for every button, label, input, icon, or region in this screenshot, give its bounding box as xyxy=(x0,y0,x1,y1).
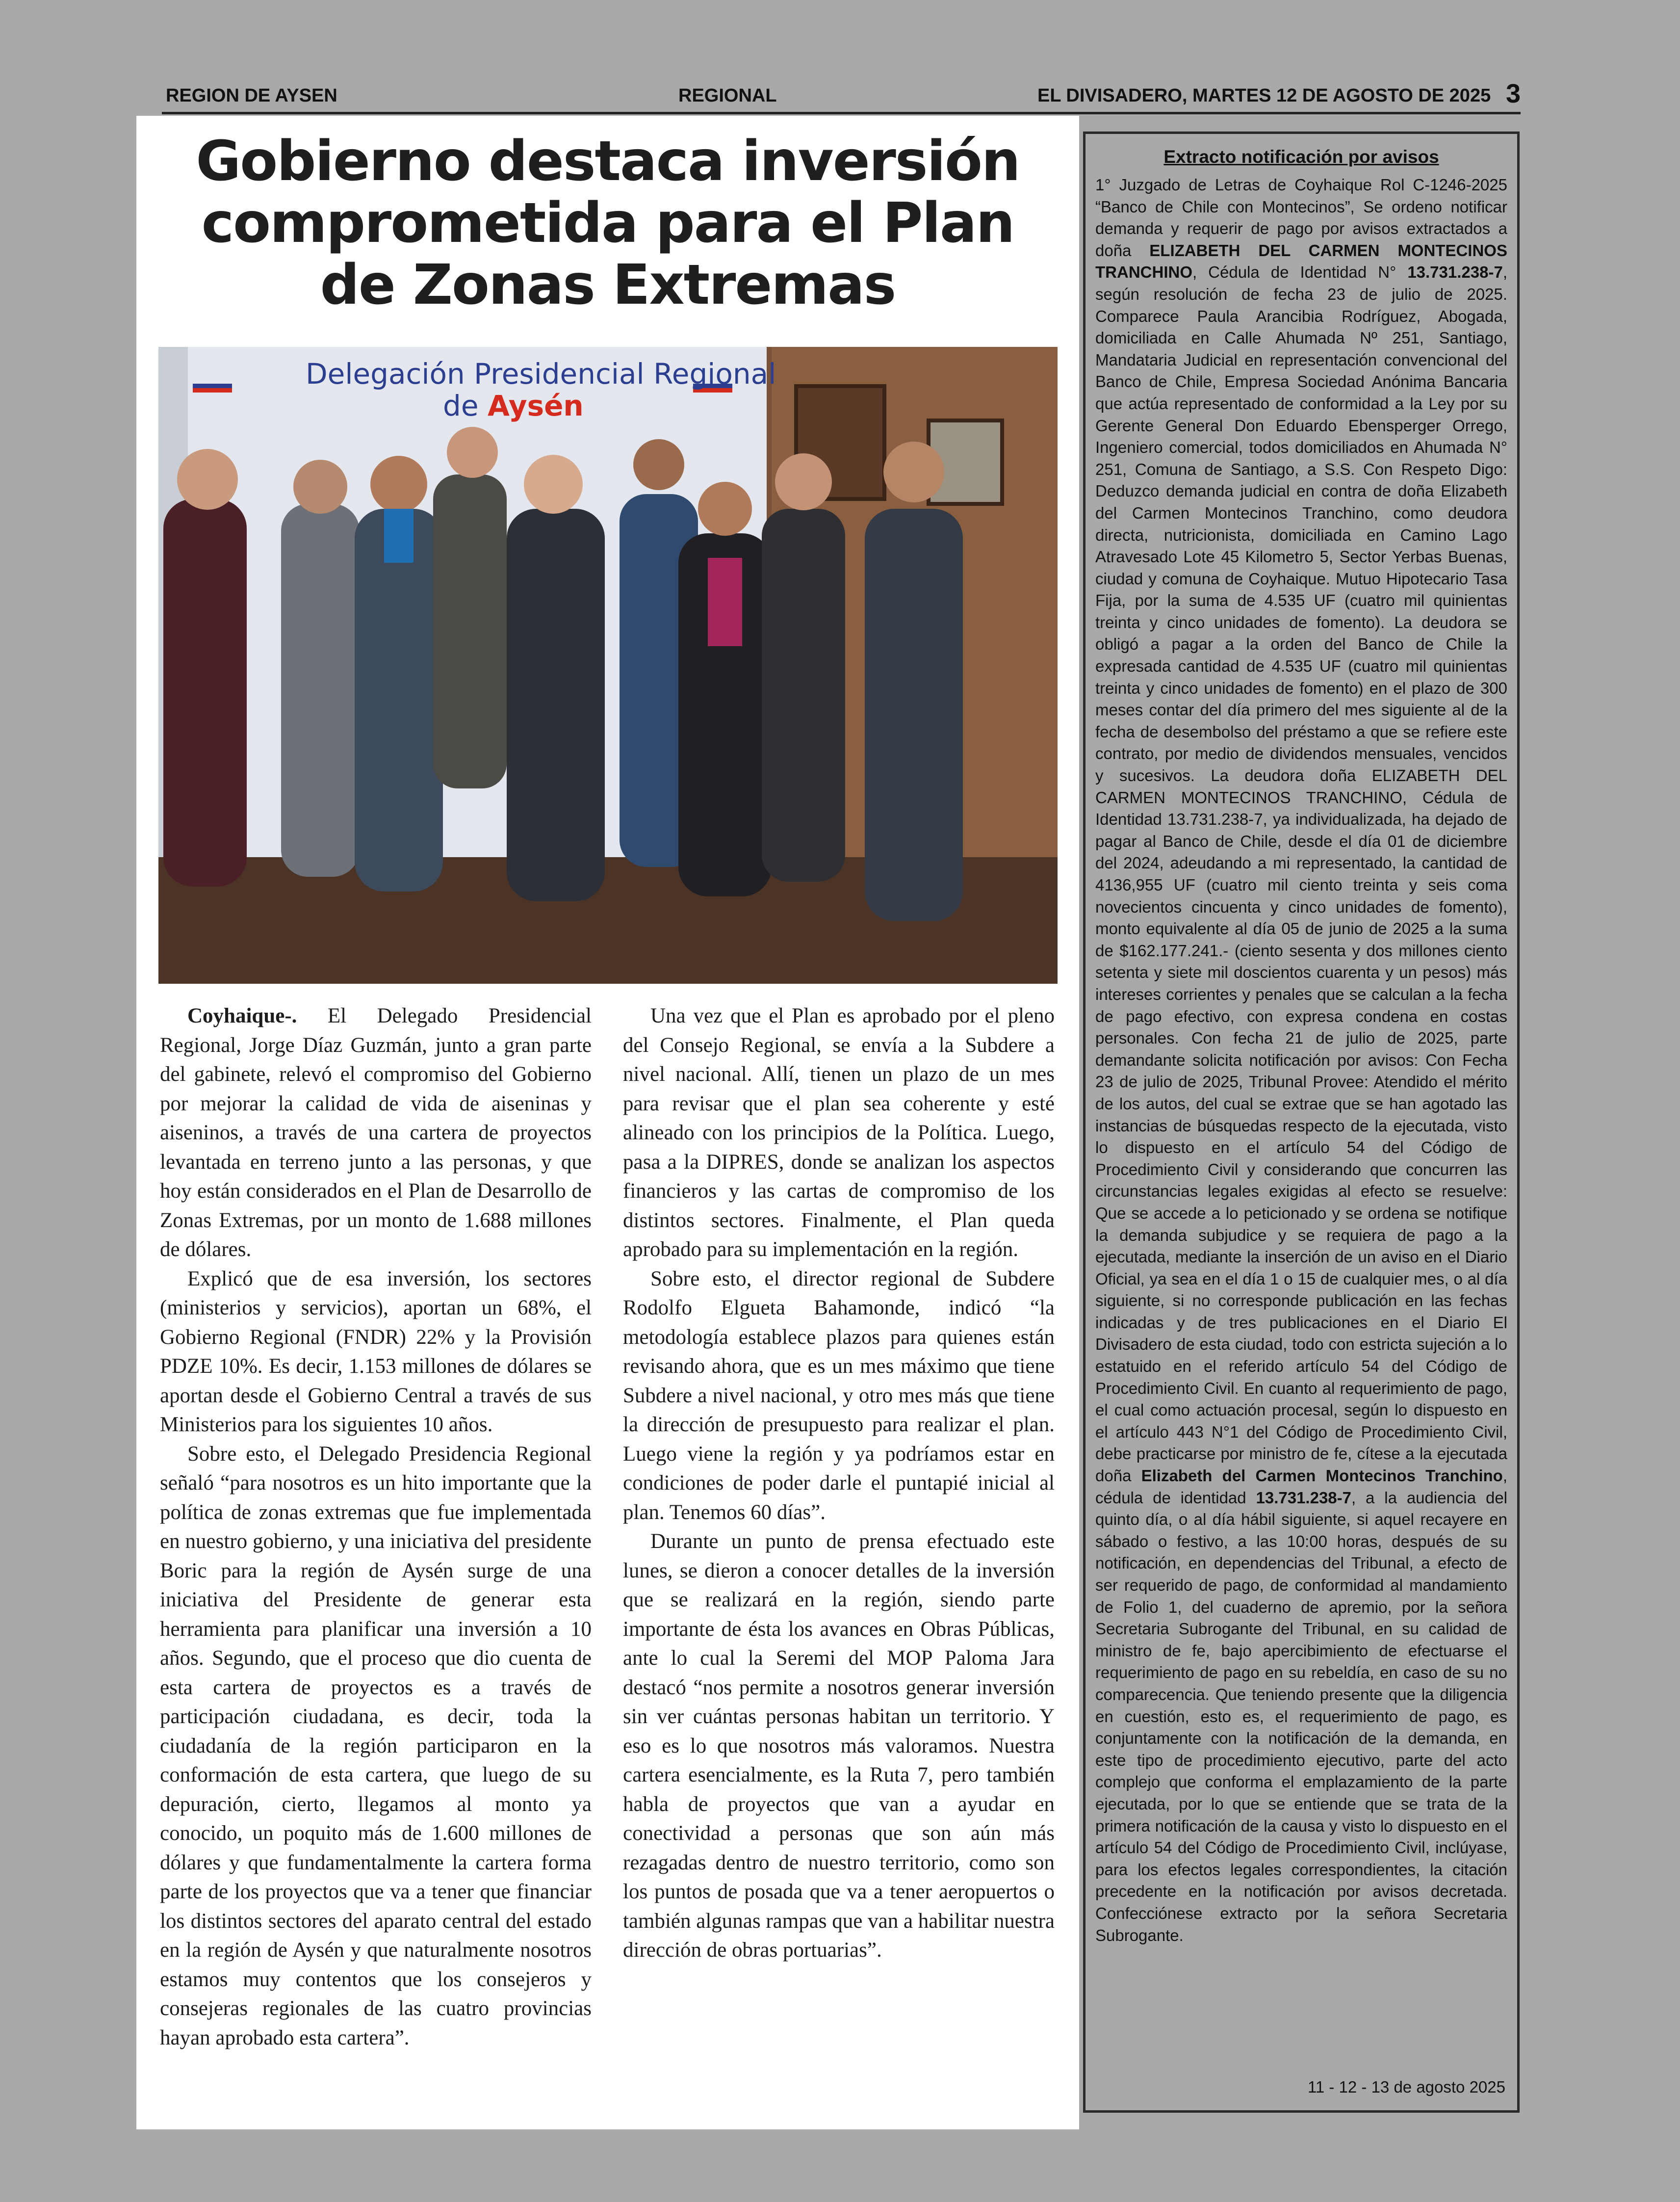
article-photo xyxy=(158,347,1058,984)
article-column-2 xyxy=(623,1001,1055,1965)
page-number: 3 xyxy=(1505,79,1521,108)
article-paragraph: Durante un punto de prensa efectuado este lunes, se dieron a conocer detalles de la inversión que se realizará en la región, siendo parte importante de ésta los avances en Obras Públicas, ante lo cual la Seremi del MOP Paloma Jara destacó “nos permite a nosotros generar inversión sin ver cuántas personas habitan un territorio. Y eso es lo que nosotros más valoramos. Nuestra cartera esencialmente, es la Ruta 7, pero también habla de proyectos que van a ayudar en conectividad a personas que son aún más rezagadas dentro de nuestro territorio, como son los puntos de posada que va a tener aeropuertos o también algunas rampas que van a habilitar nuestra dirección de obras portuarias”. xyxy=(623,1530,1055,1962)
article-paragraph: Sobre esto, el director regional de Subdere Rodolfo Elgueta Bahamonde, indicó “la metodología establece plazos para quienes están revisando ahora, que es un mes máximo que tiene Subdere a nivel nacional, y otro mes más que tiene la dirección de presupuesto para realizar el plan. Luego viene la región y ya podríamos estar en condiciones de poder darle el puntapié inicial al plan. Tenemos 60 días”. xyxy=(623,1267,1055,1524)
article-paragraph: Sobre esto, el Delegado Presidencia Regional señaló “para nosotros es un hito importante que la política de zonas extremas que fue implementada en nuestro gobierno, y una iniciativa del presidente Boric para la región de Aysén surge de una iniciativa del Presidente de generar esta herramienta para planificar una inversión a 10 años. Segundo, que el proceso que dio cuenta de esta cartera de proyectos es a través de participación ciudadana, es decir, toda la ciudadanía de la región participaron en la conformación de esta cartera, que luego de su depuración, cierto, llegamos al monto ya conocido, un poquito más de 1.600 millones de dólares y que fundamentalmente la cartera forma parte de los proyectos que va a tener que financiar los distintos sectores del aparato central del estado en la región de Aysén y que naturalmente nosotros estamos muy contentos que los consejeros y consejeras regionales de las cuatro provincias hayan aprobado esta cartera”. xyxy=(160,1442,592,2049)
article-dateline: Coyhaique-. xyxy=(187,1004,297,1027)
article-paragraph: Explicó que de esa inversión, los sectores (ministerios y servicios), aportan un 68%, el Gobierno Regional (FNDR) 22% y la Provisión PDZE 10%. Es decir, 1.153 millones de dólares se aportan desde el Gobierno Central a través de sus Ministerios para los siguientes 10 años. xyxy=(160,1267,592,1436)
category-label: REGIONAL xyxy=(678,85,777,106)
article-paragraph: Coyhaique-. El Delegado Presidencial Regional, Jorge Díaz Guzmán, junto a gran parte del gabinete, relevó el compromiso del Gobierno por mejorar la calidad de vida de aiseninas y aiseninos, a través de una cartera de proyectos levantada en terreno junto a las personas, y que hoy están considerados en el Plan de Desarrollo de Zonas Extremas, por un monto de 1.688 millones de dólares. xyxy=(160,1004,592,1261)
article-column-1 xyxy=(160,1001,592,2052)
article xyxy=(136,116,1079,2129)
notice-publication-dates: 11 - 12 - 13 de agosto 2025 xyxy=(1307,2078,1505,2096)
group-photo-illustration xyxy=(158,347,1058,984)
edition-date: EL DIVISADERO, MARTES 12 DE AGOSTO DE 2025 xyxy=(1037,85,1491,106)
legal-notice-box xyxy=(1083,131,1520,2113)
banner-subtitle: de Aysén xyxy=(443,389,584,422)
page-header xyxy=(162,81,1521,114)
notice-title: Extracto notificación por avisos xyxy=(1163,147,1439,167)
banner-title: Delegación Presidencial Regional xyxy=(306,357,776,391)
section-label: REGION DE AYSEN xyxy=(166,85,337,106)
notice-body: 1° Juzgado de Letras de Coyhaique Rol C-1246-2025 “Banco de Chile con Montecinos”, Se ordeno notificar demanda y requerir de pago por avisos extractados a doña ELIZABETH DEL CARMEN MONTECINOS TRANCHINO, Cédula de Identidad N° 13.731.238-7, según resolución de fecha 23 de julio de 2025. Comparece Paula Arancibia Rodríguez, Abogada, domiciliada en Calle Ahumada Nº 251, Santiago, Mandataria Judicial en representación convencional del Banco de Chile, Empresa Sociedad Anónima Bancaria que actúa representado de conformidad a la Ley por su Gerente General Don Eduardo Ebensperger Orrego, Ingeniero comercial, todos domiciliados en Ahumada N° 251, Comuna de Santiago, a S.S. Con Respeto Digo: Deduzco demanda judicial en contra de doña Elizabeth del Carmen Montecinos Tranchino, como deudora directa, nutricionista, domiciliada en Camino Lago Atravesado Lote 45 Kilometro 5, Sector Yerbas Buenas, ciudad y comuna de Coyhaique. Mutuo Hipotecario Tasa Fija, por la suma de 4.535 UF (cuatro mil quinientas treinta y cinco unidades de fomento). La deudora se obligó a pagar a la orden del Banco de Chile la expresada cantidad de 4.535 UF (cuatro mil quinientas treinta y cinco unidades de fomento) en el plazo de 300 meses contar del día primero del mes siguiente al de la fecha de desembolso del préstamo a que se refiere este contrato, por medio de dividendos mensuales, vencidos y sucesivos. La deudora doña ELIZABETH DEL CARMEN MONTECINOS TRANCHINO, Cédula de Identidad 13.731.238-7, ya individualizada, ha dejado de pagar al Banco de Chile, desde el día 01 de diciembre del 2024, adeudando a mi representado, la cantidad de 4136,955 UF (cuatro mil ciento treinta y seis coma novecientos cincuenta y cinco unidades de fomento), monto equivalente al día 05 de junio de 2025 a la suma de $162.177.241.- (ciento sesenta y dos millones ciento setenta y siete mil doscientos cuarenta y un pesos) más intereses corrientes y penales que se calculan a la fecha de pago efectivo, con expresa condena en costas personales. Con fecha 21 de julio de 2025, parte demandante solicita notificación por avisos: Con Fecha 23 de julio de 2025, Tribunal Provee: Atendido el mérito de los autos, del cual se extrae que se han agotado las instancias de búsquedas respecto de la ejecutada, visto lo dispuesto en el artículo 54 del Código de Procedimiento Civil y considerando que concurren las circunstancias legales exigidas al efecto se resuelve: Que se accede a lo peticionado y se ordena se notifique la demanda subjudice y se requiera de pago a la ejecutada, mediante la inserción de un aviso en el Diario Oficial, ya sea en el día 1 o 15 de cualquier mes, o al día siguiente, si no corresponde publicación en las fechas indicadas y de tres publicaciones en el Diario El Divisadero de esta ciudad, todo con estricta sujeción a lo estatuido en el referido artículo 54 del Código de Procedimiento Civil. En cuanto al requerimiento de pago, el cual como actuación procesal, según lo dispuesto en el artículo 443 N°1 del Código de Procedimiento Civil, debe practicarse por ministro de fe, cítese a la ejecutada doña Elizabeth del Carmen Montecinos Tranchino, cédula de identidad 13.731.238-7, a la audiencia del quinto día, o al día hábil siguiente, si aquel recayere en sábado o festivo, a las 10:00 horas, después de su notificación, en dependencias del Tribunal, a efecto de ser requerido de pago, de conformidad al mandamiento de Folio 1, del cuaderno de apremio, por la señora Secretaria Subrogante del Tribunal, en su calidad de ministro de fe, bajo apercibimiento de efectuarse el requerimiento de pago en su rebeldía, en caso de su no comparecencia. Que teniendo presente que la diligencia en cuestión, esto es, el requerimiento de pago, es conjuntamente con la notificación de la demanda, en este tipo de procedimiento ejecutivo, parte del acto complejo que conforma el emplazamiento de la parte ejecutada, por lo que se entiende que se trata de la primera notificación de la causa y visto lo dispuesto en el artículo 54 del Código de Procedimiento Civil, inclúyase, para los efectos legales correspondientes, la citación precedente en la notificación por avisos decretada. Confecciónese extracto por la señora Secretaria Subrogante. xyxy=(1095,176,1508,1944)
article-paragraph: Una vez que el Plan es aprobado por el pleno del Consejo Regional, se envía a la Subdere a nivel nacional. Allí, tienen un plazo de un mes para revisar que el plan sea coherente y esté alineado con los principios de la Política. Luego, pasa a la DIPRES, donde se analizan los aspectos financieros y las cartas de compromiso de los distintos sectores. Finalmente, el Plan queda aprobado para su implementación en la región. xyxy=(623,1004,1055,1261)
article-headline: Gobierno destaca inversión comprometida para el Plan de Zonas Extremas xyxy=(196,130,1020,317)
